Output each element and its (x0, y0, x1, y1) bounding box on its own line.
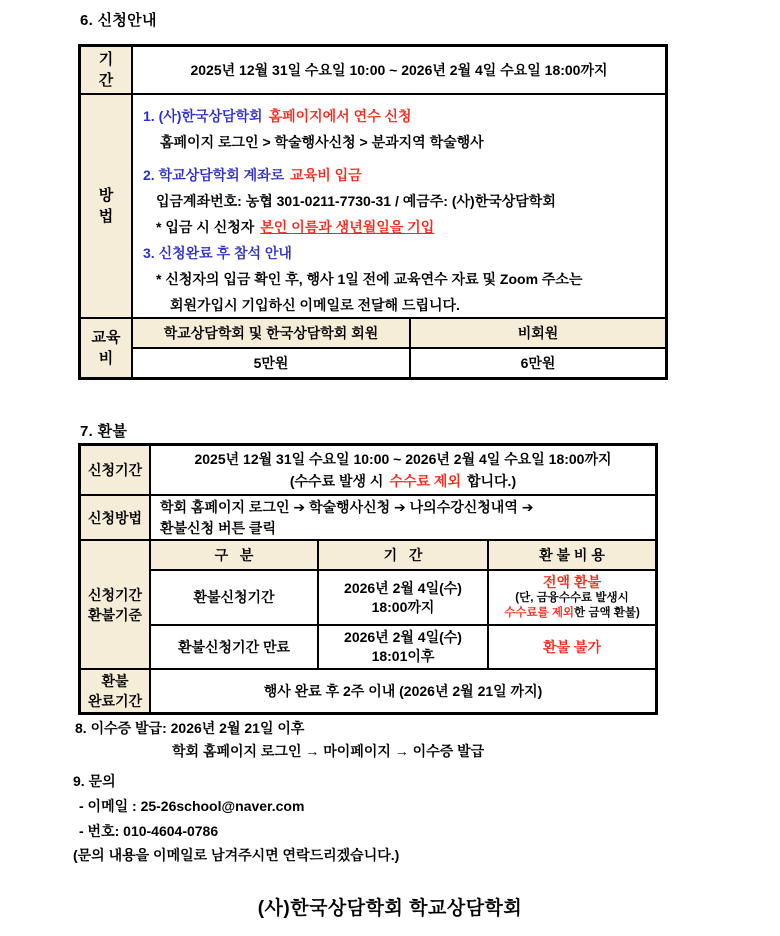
refund-method-row (81, 494, 655, 539)
criteria-row2-period-line1: 2026년 2월 4일(수) (344, 629, 462, 645)
refund-period-line2 (290, 470, 516, 492)
criteria-row1-cost-note2-highlight: 수수료를 제외 (504, 607, 575, 619)
method-content (133, 95, 665, 317)
criteria-row1-cost (487, 569, 655, 624)
method-label-line2: 법 (98, 208, 114, 225)
inquiry-email: - 이메일 : 25-26school@naver.com (79, 798, 305, 814)
refund-criteria-label-line1: 신청기간 (87, 586, 143, 603)
section9-title: 9. 문의 (73, 773, 116, 789)
refund-method-content (151, 496, 655, 539)
refund-criteria-grid (151, 541, 655, 668)
criteria-row2-cost-title: 환불 불가 (543, 638, 601, 655)
method-step-2-highlight: 교육비 입금 (290, 167, 362, 183)
criteria-row1-period (317, 569, 487, 624)
refund-period-line2-post: 합니다.) (466, 473, 517, 489)
criteria-row2-cost (487, 624, 655, 668)
method-deposit-note-prefix: * 입금 시 신청자 (156, 219, 255, 235)
criteria-row2-period (317, 624, 487, 668)
refund-criteria-label-line2: 환불기준 (87, 606, 143, 623)
refund-complete-label-line2: 완료기간 (87, 693, 143, 709)
section7-title: 7. 환불 (80, 423, 128, 440)
section9-inquiry (73, 771, 399, 866)
refund-criteria-row (81, 539, 655, 668)
criteria-row2-period-line2: 18:01이후 (371, 648, 435, 664)
refund-criteria-label (81, 541, 151, 668)
criteria-row1-cost-title: 전액 환불 (543, 574, 601, 590)
method-step-1-path: 홈페이지 로그인 > 학술행사신청 > 분과지역 학술행사 (160, 134, 484, 150)
method-deposit-note (156, 214, 661, 240)
criteria-row1-category: 환불신청기간 (151, 569, 317, 624)
criteria-row1-cost-note2 (504, 606, 640, 621)
fee-label-line2: 비 (98, 350, 114, 367)
refund-method-label: 신청방법 (81, 496, 151, 539)
refund-period-row (81, 446, 655, 494)
section8-line2: 학회 홈페이지 로그인 → 마이페이지 → 이수증 발급 (172, 743, 485, 759)
section8-certificate (75, 718, 484, 762)
fee-nonmember-value: 6만원 (409, 347, 665, 377)
inquiry-note: (문의 내용을 이메일로 남겨주시면 연락드리겠습니다.) (73, 847, 400, 863)
method-step-3-title: 3. 신청완료 후 참석 안내 (143, 245, 292, 261)
fee-grid (133, 319, 665, 377)
method-step-1-title: 1. (사)한국상담학회 (143, 108, 263, 124)
fee-member-header: 학교상담학회 및 한국상담학회 회원 (133, 319, 409, 347)
method-step-2-title: 2. 학교상담학회 계좌로 (143, 167, 285, 183)
section6-title: 6. 신청안내 (80, 12, 157, 29)
refund-method-line2: 환불신청 버튼 클릭 (160, 519, 276, 536)
method-attend-note-line1: * 신청자의 입금 확인 후, 행사 1일 전에 교육연수 자료 및 Zoom 주소는 (156, 271, 583, 287)
refund-complete-value: 행사 완료 후 2주 이내 (2026년 2월 21일 까지) (263, 683, 543, 699)
criteria-header-cost: 환 불 비 용 (487, 541, 655, 569)
method-account-info: 입금계좌번호: 농협 301-0211-7730-31 / 예금주: (사)한국상담학회 (156, 193, 556, 209)
section8-line1: 8. 이수증 발급: 2026년 2월 21일 이후 (75, 720, 305, 736)
fee-label-line1: 교육 (91, 329, 121, 346)
refund-complete-row (81, 668, 655, 712)
criteria-header-category: 구 분 (151, 541, 317, 569)
criteria-header-period: 기 간 (317, 541, 487, 569)
criteria-row1-period-line2: 18:00까지 (371, 598, 435, 615)
method-label-cell (81, 95, 133, 317)
refund-period-label: 신청기간 (81, 446, 151, 494)
period-label-line2: 간 (98, 72, 114, 89)
organization-footer: (사)한국상담학회 학교상담학회 (257, 898, 523, 919)
fee-member-value: 5만원 (133, 347, 409, 377)
refund-period-line2-highlight: 수수료 제외 (389, 473, 461, 489)
method-step-1 (143, 103, 661, 129)
method-step-2 (143, 162, 661, 188)
period-value: 2025년 12월 31일 수요일 10:00 ~ 2026년 2월 4일 수요일 18:00까지 (190, 62, 608, 78)
application-info-table (78, 44, 668, 380)
criteria-row1-period-line1: 2026년 2월 4일(수) (344, 579, 462, 596)
application-method-row (81, 93, 665, 317)
inquiry-phone: - 번호: 010-4604-0786 (79, 823, 219, 839)
education-fee-row (81, 317, 665, 377)
fee-nonmember-header: 비회원 (409, 319, 665, 347)
criteria-row1-cost-note1: (단, 금융수수료 발생시 (515, 592, 629, 604)
criteria-row1-cost-note2-post: 한 금액 환불) (574, 607, 640, 619)
method-step-1-highlight: 홈페이지에서 연수 신청 (268, 108, 412, 124)
refund-table (78, 443, 658, 715)
method-deposit-note-highlight: 본인 이름과 생년월일을 기입 (260, 219, 435, 235)
refund-period-content (151, 446, 655, 494)
refund-period-line2-pre: (수수료 발생 시 (289, 473, 384, 489)
fee-label-cell (81, 319, 133, 377)
criteria-row2-category: 환불신청기간 만료 (151, 624, 317, 668)
period-label-cell (81, 47, 133, 93)
refund-method-line1: 학회 홈페이지 로그인 ➔ 학술행사신청 ➔ 나의수강신청내역 ➔ (160, 498, 534, 515)
refund-period-line1: 2025년 12월 31일 수요일 10:00 ~ 2026년 2월 4일 수요일 18:00까지 (194, 451, 612, 467)
refund-complete-label-line1: 환불 (101, 673, 129, 689)
method-attend-note-line2: 회원가입시 기입하신 이메일로 전달해 드립니다. (170, 297, 460, 313)
method-step-3 (143, 240, 661, 266)
refund-complete-label (81, 670, 151, 712)
method-label-line1: 방 (98, 187, 114, 204)
period-label-line1: 기 (98, 51, 114, 68)
application-period-row (81, 47, 665, 93)
